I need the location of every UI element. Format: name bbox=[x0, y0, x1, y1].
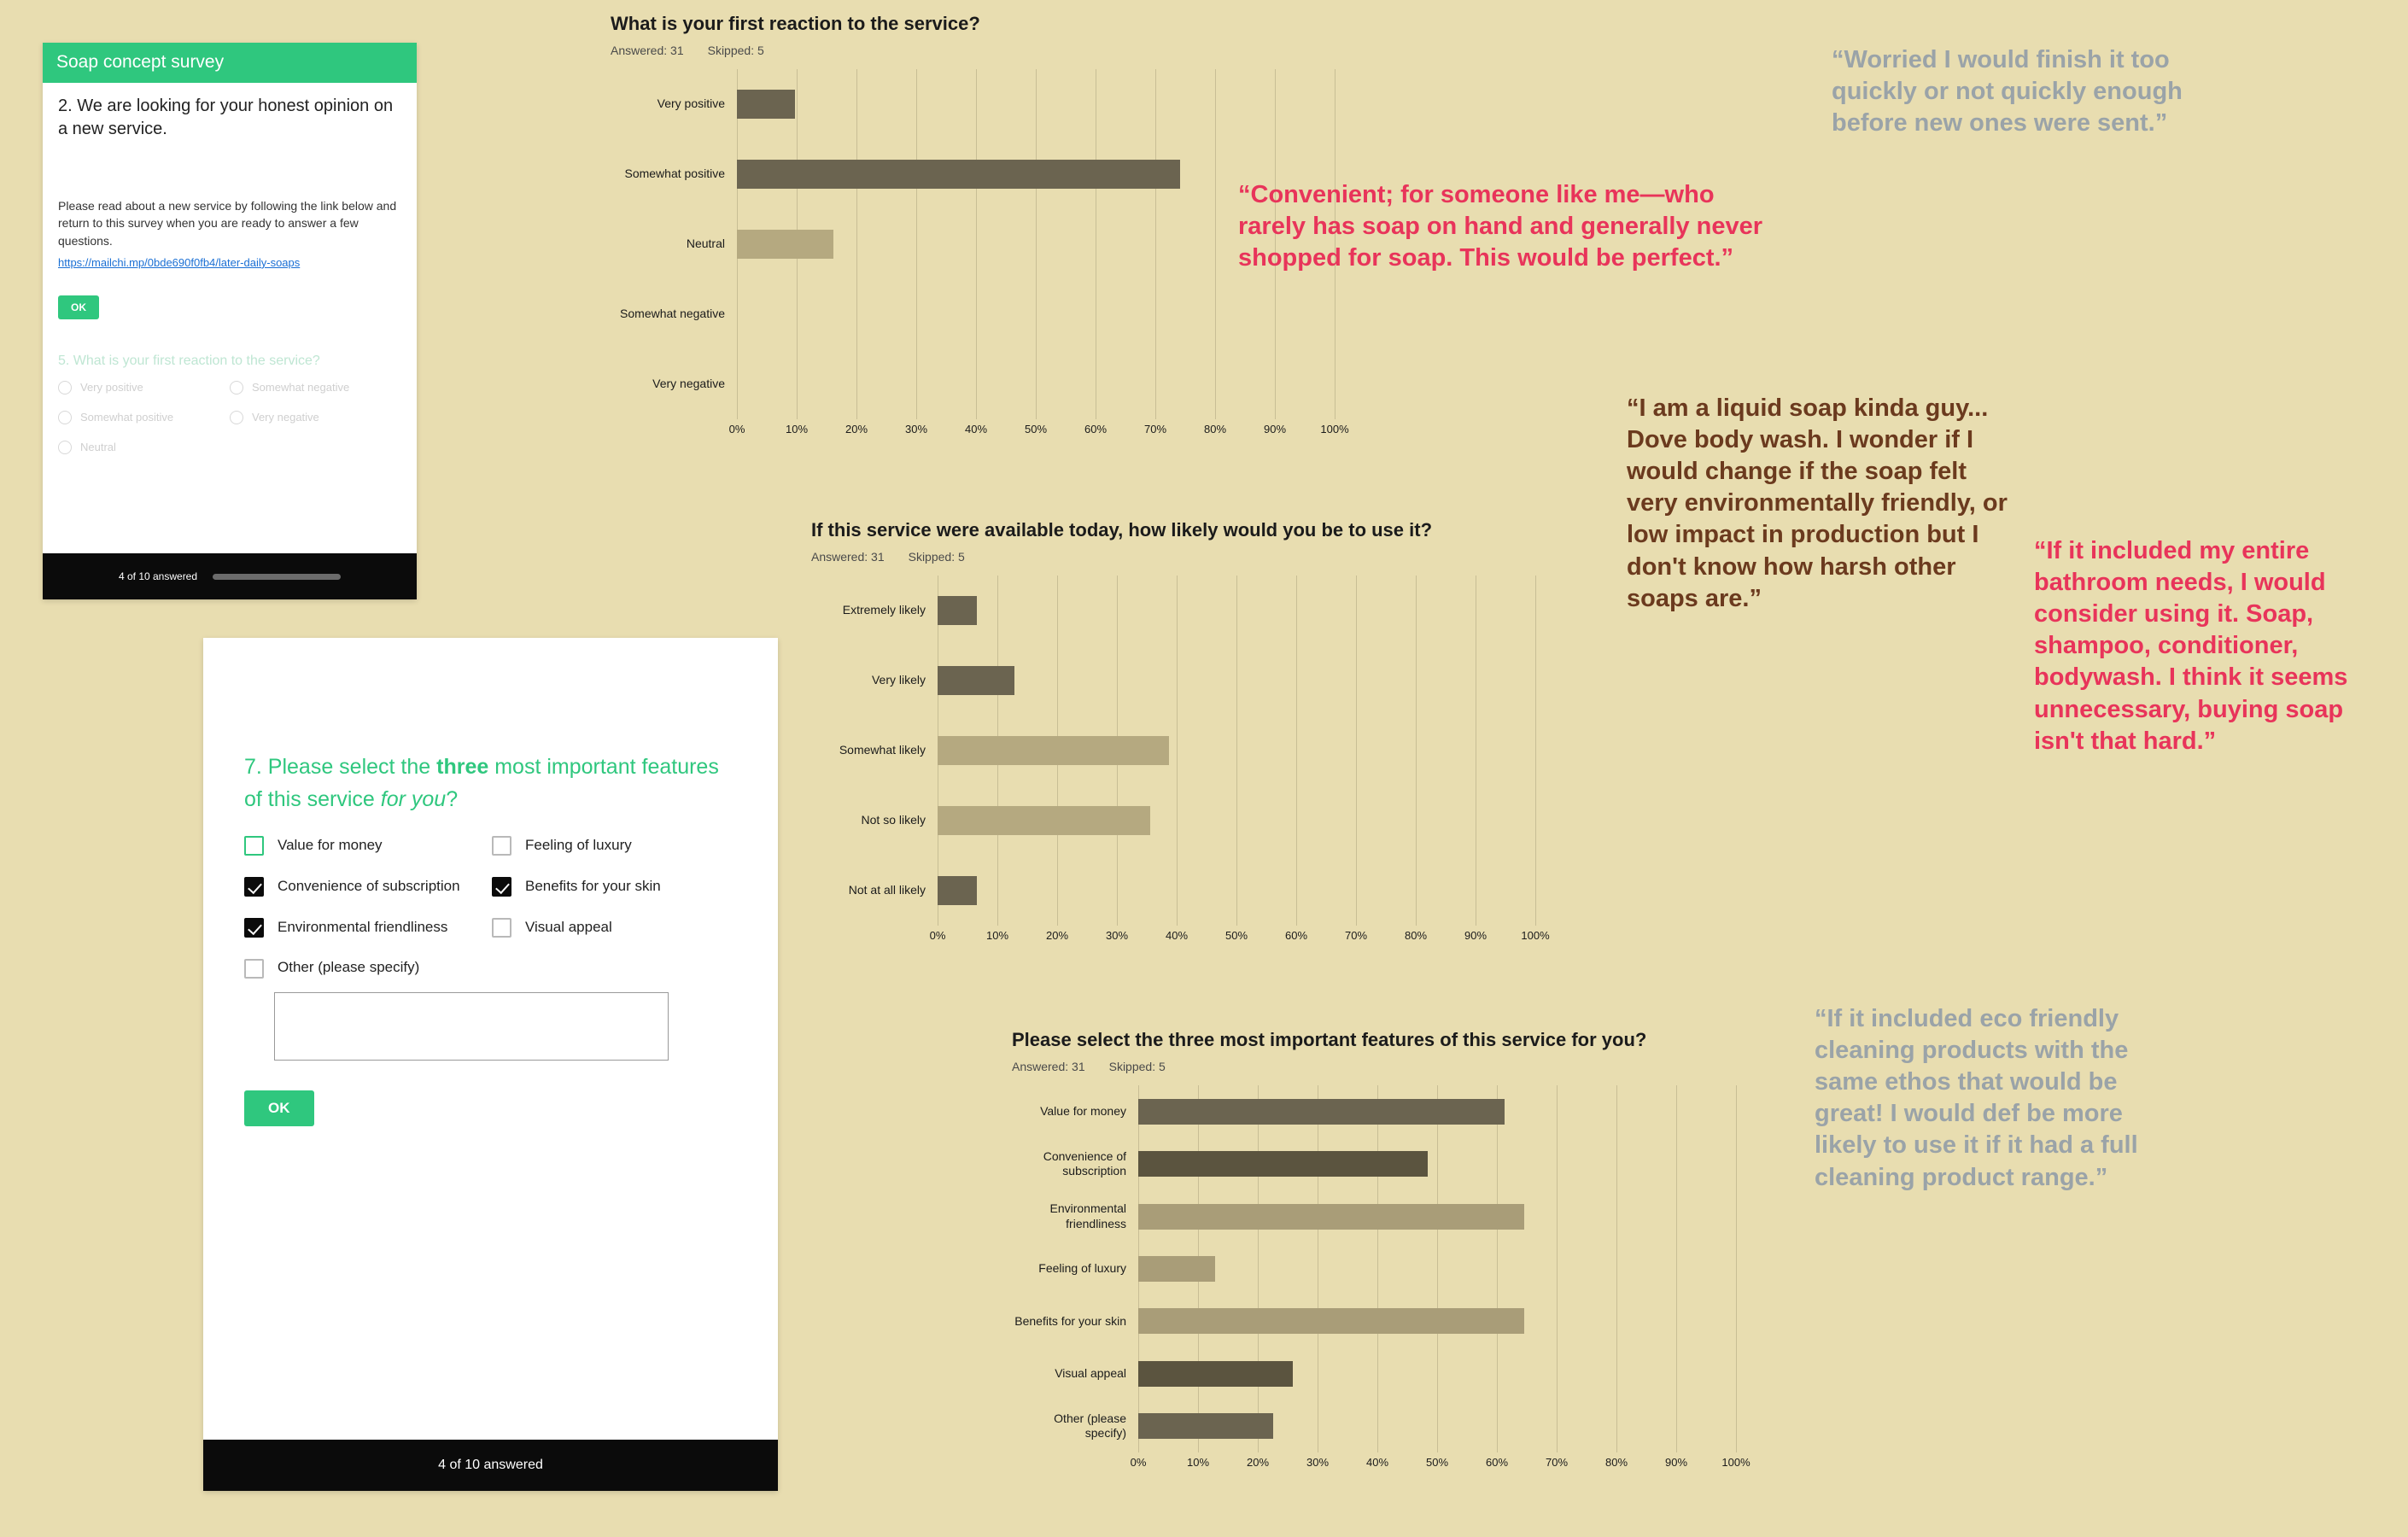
bar-track bbox=[938, 576, 1535, 646]
chart-title: What is your first reaction to the service? bbox=[611, 13, 980, 34]
chart-bars bbox=[611, 69, 1335, 419]
chart-bar-row bbox=[1012, 1347, 1736, 1400]
x-tick-label: 0% bbox=[728, 423, 745, 435]
x-tick-label: 90% bbox=[1263, 423, 1287, 435]
quote-convenient: “Convenient; for someone like me—who rarely has soap on hand and generally never shopped for soap. This would be perfect.” bbox=[1238, 181, 1763, 272]
bar-track bbox=[938, 646, 1535, 716]
gridline bbox=[1535, 576, 1536, 926]
checkbox-icon-checked[interactable] bbox=[244, 877, 264, 897]
bar bbox=[737, 160, 1180, 189]
chart-important-features bbox=[1012, 1029, 1776, 1471]
chart-title: If this service were available today, how likely would you be to use it? bbox=[811, 519, 1433, 541]
chart-bar-row bbox=[811, 716, 1535, 786]
bar bbox=[1138, 1204, 1524, 1230]
chart-likelihood bbox=[811, 519, 1550, 944]
bar-category-label: Convenience of subscription bbox=[1043, 1148, 1126, 1178]
checkbox-label: Environmental friendliness bbox=[278, 919, 448, 935]
bar-track bbox=[737, 349, 1335, 419]
chart-bar-row bbox=[611, 349, 1335, 419]
skipped-count: Skipped: 5 bbox=[908, 550, 965, 564]
bar-track bbox=[737, 279, 1335, 349]
radio-icon bbox=[58, 381, 72, 394]
chart-plot-area bbox=[1012, 1085, 1776, 1471]
chart-bar-row bbox=[1012, 1190, 1736, 1242]
ok-button[interactable]: OK bbox=[58, 295, 99, 319]
question-mid: most important features of this service bbox=[244, 755, 719, 811]
bar bbox=[938, 806, 1150, 835]
radio-option-somewhat-negative[interactable] bbox=[230, 381, 401, 394]
checkbox-icon-checked[interactable] bbox=[492, 877, 511, 897]
survey-question bbox=[244, 751, 739, 815]
radio-icon bbox=[58, 411, 72, 424]
bar-category-label: Feeling of luxury bbox=[1038, 1261, 1126, 1276]
bar-category-label: Visual appeal bbox=[1055, 1366, 1126, 1381]
radio-option-very-positive[interactable] bbox=[58, 381, 230, 394]
bar-track bbox=[1138, 1085, 1736, 1137]
chart-bar-row bbox=[611, 69, 1335, 139]
bar-category-label: Not at all likely bbox=[848, 883, 926, 897]
x-tick-label: 90% bbox=[1464, 929, 1487, 942]
chart-bar-row bbox=[811, 646, 1535, 716]
survey-header-title: Soap concept survey bbox=[43, 43, 417, 83]
next-question-preview bbox=[58, 354, 401, 454]
bar-track bbox=[1138, 1242, 1736, 1294]
bar bbox=[938, 736, 1169, 765]
bar-track bbox=[938, 716, 1535, 786]
bar-category-label: Very negative bbox=[652, 377, 725, 391]
bar bbox=[1138, 1413, 1273, 1439]
x-tick-label: 60% bbox=[1084, 423, 1108, 435]
bar-track bbox=[1138, 1347, 1736, 1400]
x-tick-label: 80% bbox=[1604, 1456, 1628, 1469]
checkbox-label: Feeling of luxury bbox=[525, 837, 632, 853]
quote-worried: “Worried I would finish it too quickly or not quickly enough before new ones were sent.” bbox=[1832, 46, 2183, 137]
chart-bar-row bbox=[611, 209, 1335, 279]
x-tick-label: 100% bbox=[1521, 929, 1550, 942]
survey-body bbox=[203, 638, 778, 1431]
radio-option-somewhat-positive[interactable] bbox=[58, 411, 230, 424]
ok-button[interactable]: OK bbox=[244, 1090, 314, 1126]
x-tick-label: 70% bbox=[1143, 423, 1167, 435]
radio-label: Somewhat positive bbox=[80, 411, 174, 424]
survey-card-first-reaction bbox=[43, 43, 417, 599]
bar-category-label: Somewhat likely bbox=[839, 743, 926, 757]
x-tick-label: 50% bbox=[1425, 1456, 1449, 1469]
x-tick-label: 10% bbox=[785, 423, 809, 435]
checkbox-icon[interactable] bbox=[244, 959, 264, 979]
bar-category-label: Environmental friendliness bbox=[1049, 1201, 1126, 1230]
checkbox-options bbox=[244, 836, 739, 938]
skipped-count: Skipped: 5 bbox=[1108, 1060, 1166, 1073]
x-tick-label: 40% bbox=[964, 423, 988, 435]
survey-card-important-features bbox=[203, 638, 778, 1491]
bar-track bbox=[1138, 1295, 1736, 1347]
radio-option-neutral[interactable] bbox=[58, 441, 230, 454]
chart-x-axis bbox=[728, 419, 1349, 438]
checkbox-icon[interactable] bbox=[244, 836, 264, 856]
bar bbox=[737, 90, 795, 119]
checkbox-option-feeling-of-luxury[interactable] bbox=[492, 836, 739, 856]
checkbox-icon[interactable] bbox=[492, 918, 511, 938]
checkbox-option-benefits-for-your-skin[interactable] bbox=[492, 877, 739, 897]
x-tick-label: 90% bbox=[1664, 1456, 1688, 1469]
checkbox-label: Other (please specify) bbox=[278, 959, 420, 975]
x-tick-label: 20% bbox=[1045, 929, 1069, 942]
chart-x-axis bbox=[929, 926, 1550, 944]
progress-bar bbox=[213, 574, 341, 580]
chart-x-axis bbox=[1130, 1452, 1750, 1471]
bar-category-label: Value for money bbox=[1040, 1103, 1126, 1118]
x-tick-label: 40% bbox=[1365, 1456, 1389, 1469]
chart-bar-row bbox=[1012, 1137, 1736, 1189]
bar bbox=[1138, 1308, 1524, 1334]
radio-label: Very negative bbox=[252, 411, 319, 424]
survey-instructions: Please read about a new service by following the link below and return to this survey when you are ready to answer a few questions. bbox=[58, 199, 397, 248]
radio-option-very-negative[interactable] bbox=[230, 411, 401, 424]
x-tick-label: 20% bbox=[1246, 1456, 1270, 1469]
chart-bar-row bbox=[811, 576, 1535, 646]
bar-category-label: Neutral bbox=[686, 237, 725, 251]
bar-category-label: Extremely likely bbox=[842, 603, 926, 617]
chart-plot-area bbox=[811, 576, 1550, 944]
x-tick-label: 80% bbox=[1203, 423, 1227, 435]
chart-bar-row bbox=[1012, 1085, 1736, 1137]
bar-track bbox=[1138, 1190, 1736, 1242]
x-tick-label: 20% bbox=[845, 423, 868, 435]
bar bbox=[938, 666, 1014, 695]
bar-category-label: Benefits for your skin bbox=[1014, 1313, 1126, 1328]
x-tick-label: 50% bbox=[1224, 929, 1248, 942]
radio-icon bbox=[58, 441, 72, 454]
survey-external-link[interactable]: https://mailchi.mp/0bde690f0fb4/later-daily-soaps bbox=[58, 255, 301, 269]
x-tick-label: 30% bbox=[1105, 929, 1129, 942]
radio-icon bbox=[230, 381, 243, 394]
checkbox-option-value-for-money[interactable] bbox=[244, 836, 492, 856]
checkbox-option-convenience-of-subscription[interactable] bbox=[244, 877, 492, 897]
chart-meta bbox=[811, 550, 1537, 564]
chart-bar-row bbox=[611, 139, 1335, 209]
bar-category-label: Very positive bbox=[657, 96, 725, 111]
x-tick-label: 60% bbox=[1485, 1456, 1509, 1469]
survey-body bbox=[43, 83, 417, 564]
chart-bar-row bbox=[1012, 1400, 1736, 1452]
gridline bbox=[1736, 1085, 1737, 1452]
survey-footer bbox=[203, 1440, 778, 1491]
other-specify-input[interactable] bbox=[274, 992, 669, 1061]
quote-bathroom-needs: “If it included my entire bathroom needs, I would consider using it. Soap, shampoo, conditioner, bodywash. I think it seems unnecessary, buying soap isn't that hard.” bbox=[2034, 537, 2348, 755]
x-tick-label: 30% bbox=[1306, 1456, 1330, 1469]
radio-label: Very positive bbox=[80, 381, 143, 394]
chart-bars bbox=[811, 576, 1535, 926]
checkbox-label: Benefits for your skin bbox=[525, 878, 661, 894]
bar bbox=[1138, 1361, 1293, 1387]
chart-bar-row bbox=[811, 856, 1535, 926]
survey-question: 2. We are looking for your honest opinion on a new service. bbox=[58, 96, 394, 138]
chart-bar-row bbox=[611, 279, 1335, 349]
x-tick-label: 50% bbox=[1024, 423, 1048, 435]
checkbox-label: Visual appeal bbox=[525, 919, 612, 935]
chart-meta bbox=[1012, 1060, 1776, 1073]
checkbox-option-visual-appeal[interactable] bbox=[492, 918, 739, 938]
x-tick-label: 30% bbox=[904, 423, 928, 435]
answered-count: Answered: 31 bbox=[1012, 1060, 1085, 1073]
checkbox-label: Convenience of subscription bbox=[278, 878, 460, 894]
bar-track bbox=[938, 856, 1535, 926]
next-question-options bbox=[58, 381, 401, 454]
x-tick-label: 70% bbox=[1344, 929, 1368, 942]
bar-category-label: Very likely bbox=[871, 673, 926, 687]
radio-icon bbox=[230, 411, 243, 424]
chart-meta bbox=[611, 44, 1379, 57]
bar-category-label: Other (please specify) bbox=[1054, 1411, 1126, 1441]
x-tick-label: 40% bbox=[1165, 929, 1189, 942]
bar bbox=[1138, 1151, 1428, 1177]
x-tick-label: 100% bbox=[1721, 1456, 1750, 1469]
question-suffix: ? bbox=[446, 786, 459, 811]
skipped-count: Skipped: 5 bbox=[707, 44, 764, 57]
answered-count: Answered: 31 bbox=[811, 550, 885, 564]
radio-label: Neutral bbox=[80, 441, 116, 454]
bar-track bbox=[1138, 1400, 1736, 1452]
x-tick-label: 0% bbox=[1130, 1456, 1147, 1469]
chart-title: Please select the three most important features of this service for you? bbox=[1012, 1029, 1647, 1050]
bar bbox=[1138, 1099, 1505, 1125]
checkbox-icon-checked[interactable] bbox=[244, 918, 264, 938]
x-tick-label: 60% bbox=[1284, 929, 1308, 942]
bar-track bbox=[938, 786, 1535, 856]
bar bbox=[938, 596, 977, 625]
checkbox-option-environmental-friendliness[interactable] bbox=[244, 918, 492, 938]
chart-bar-row bbox=[811, 786, 1535, 856]
bar bbox=[938, 876, 977, 905]
question-emphasis: three bbox=[436, 755, 489, 779]
question-prefix: 7. Please select the bbox=[244, 755, 437, 779]
checkbox-option-other[interactable] bbox=[244, 959, 739, 979]
chart-bars bbox=[1012, 1085, 1736, 1452]
bar-category-label: Somewhat positive bbox=[624, 167, 725, 181]
radio-label: Somewhat negative bbox=[252, 381, 350, 394]
checkbox-icon[interactable] bbox=[492, 836, 511, 856]
x-tick-label: 100% bbox=[1320, 423, 1349, 435]
x-tick-label: 80% bbox=[1404, 929, 1428, 942]
bar-category-label: Somewhat negative bbox=[620, 307, 725, 321]
survey-footer bbox=[43, 553, 417, 599]
progress-label: 4 of 10 answered bbox=[118, 570, 198, 582]
bar bbox=[737, 230, 833, 259]
bar-track bbox=[737, 69, 1335, 139]
next-question-text: 5. What is your first reaction to the service? bbox=[58, 353, 320, 368]
question-italic: for you bbox=[380, 786, 447, 811]
bar-category-label: Not so likely bbox=[861, 813, 926, 827]
answered-count: Answered: 31 bbox=[611, 44, 684, 57]
progress-label: 4 of 10 answered bbox=[438, 1458, 543, 1472]
chart-bar-row bbox=[1012, 1242, 1736, 1294]
bar bbox=[1138, 1256, 1215, 1282]
x-tick-label: 10% bbox=[1186, 1456, 1210, 1469]
bar-track bbox=[1138, 1137, 1736, 1189]
checkbox-label: Value for money bbox=[278, 837, 383, 853]
x-tick-label: 0% bbox=[929, 929, 946, 942]
x-tick-label: 70% bbox=[1545, 1456, 1569, 1469]
x-tick-label: 10% bbox=[985, 929, 1009, 942]
quote-eco-friendly: “If it included eco friendly cleaning products with the same ethos that would be great! I would def be more likely to use it if it had a full cleaning product range.” bbox=[1815, 1005, 2138, 1191]
quote-liquid-soap: “I am a liquid soap kinda guy... Dove body wash. I wonder if I would change if the soap felt very environmentally friendly, or low impact in production but I don't know how harsh other soaps are.” bbox=[1627, 394, 2008, 612]
chart-bar-row bbox=[1012, 1295, 1736, 1347]
